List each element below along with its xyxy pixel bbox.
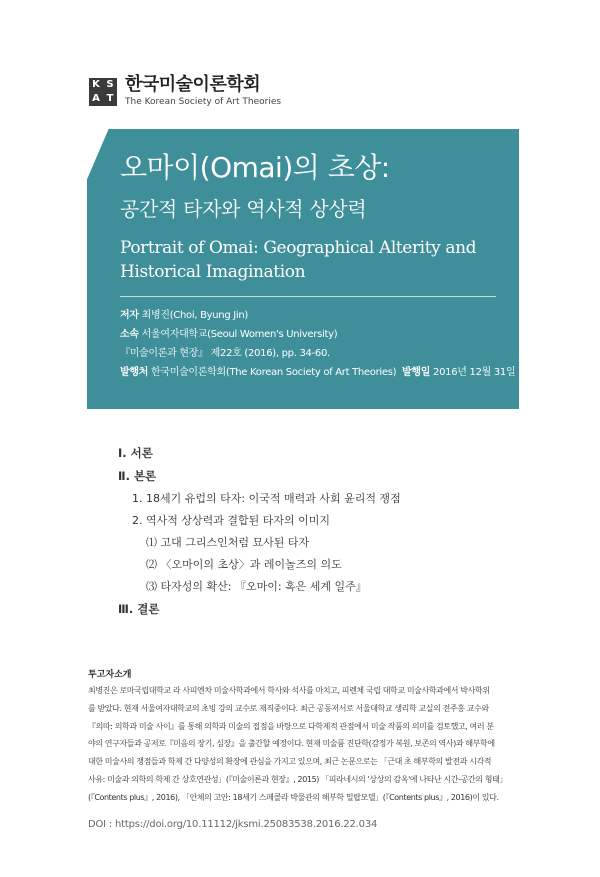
bio-line: 『의따: 의학과 미술 사이』를 통해 의학과 미술의 접점을 바탕으로 다학제적 관점에서 미술 작품의 의미를 검토했고, 여러 분 (88, 721, 494, 731)
affiliation-name: 서울여자대학교(Seoul Women's University) (141, 329, 338, 340)
article-title-en (120, 236, 500, 284)
doi-link[interactable]: DOI : https://doi.org/10.11112/jksmi.25083538.2016.22.034 (88, 819, 378, 830)
affiliation-label: 소속 (120, 329, 139, 340)
article-title-en-line: Historical Imagination (120, 262, 306, 282)
bio-line: 최병진은 로마국립대학교 라 사피엔차 미술사학과에서 학사와 석사를 마치고, 피렌체 국립 대학교 미술사학과에서 박사학위 (88, 686, 490, 695)
date-label: 발행일 (402, 367, 431, 378)
toc-item: Ⅱ. 본론 (118, 469, 157, 483)
publish-date: 2016년 12월 31일 (433, 367, 516, 378)
bio-body (88, 682, 512, 807)
publisher-line (120, 363, 515, 378)
affiliation-line (120, 325, 337, 340)
bio-title: 투고자소개 (88, 670, 132, 680)
bio-line: (『Contents plus』, 2016), 「안체의 고안: 18세기 스페콜라 박물관의 해부학 밀랍모델」(『Contents plus』, 2016)이 있다. (88, 792, 499, 802)
ksat-logo-mark (89, 78, 117, 106)
journal-line: 『미술이론과 현장』 제22호 (2016), pp. 34-60. (120, 348, 330, 359)
logo-letter: A (92, 92, 100, 104)
bio-line: 를 받았다. 현재 서울여자대학교의 초빙 강의 교수로 재직중이다. 최근 공동저서로 서울대학교 생리학 교실의 전주홍 교수와 (88, 703, 489, 713)
author-line (120, 306, 248, 321)
publisher-label: 발행처 (120, 367, 149, 378)
toc-item: ⑴ 고대 그리스인처럼 묘사된 타자 (146, 536, 310, 549)
toc-item: 1. 18세기 유럽의 타자: 이국적 매력과 사회 윤리적 쟁점 (132, 492, 401, 505)
society-name-ko: 한국미술이론학회 (125, 74, 261, 95)
logo-letter: S (106, 78, 114, 90)
toc-item: Ⅲ. 결론 (118, 602, 160, 616)
toc-item: ⑶ 타자성의 확산: 『오마이: 혹은 세계 일주』 (146, 580, 367, 593)
society-logo (89, 75, 281, 108)
article-subtitle-ko: 공간적 타자와 역사적 상상력 (120, 197, 367, 221)
society-name-en: The Korean Society of Art Theories (125, 97, 282, 107)
logo-letter: K (92, 78, 100, 90)
toc-item: Ⅰ. 서론 (118, 446, 153, 460)
bio-line: 사유: 미술과 의학의 학제 간 상호연관성」(『미술이론과 현장』, 2015) 「피라네시의 '상상의 감옥'에 나타난 시간-공간의 형태」 (88, 774, 508, 784)
article-title-en-line: Portrait of Omai: Geographical Alterity and (120, 238, 477, 258)
toc-item: 2. 역사적 상상력과 결합된 타자의 이미지 (132, 514, 330, 527)
toc-item: ⑵ 〈오마이의 초상〉과 레이놀즈의 의도 (146, 558, 342, 571)
author-name: 최병진(Choi, Byung Jin) (141, 310, 249, 321)
publisher-name: 한국미술이론학회(The Korean Society of Art Theories) (150, 367, 397, 378)
logo-letter: T (106, 92, 114, 104)
bio-line: 야의 연구자들과 공저로『미음의 장기, 심장』을 출간할 예정이다. 현재 미술품 진단학(감정가 복원, 보존의 역사)과 해부학에 (88, 739, 495, 749)
title-divider (120, 296, 496, 297)
author-label: 저자 (120, 310, 139, 321)
bio-line: 대한 미술사의 쟁점들과 학제 간 다양성의 확장에 관심을 가지고 있으며, 최근 논문으로는 「근대 초 해부학의 발전과 시각적 (88, 757, 492, 767)
article-title-ko: 오마이(Omai)의 초상: (120, 151, 390, 184)
